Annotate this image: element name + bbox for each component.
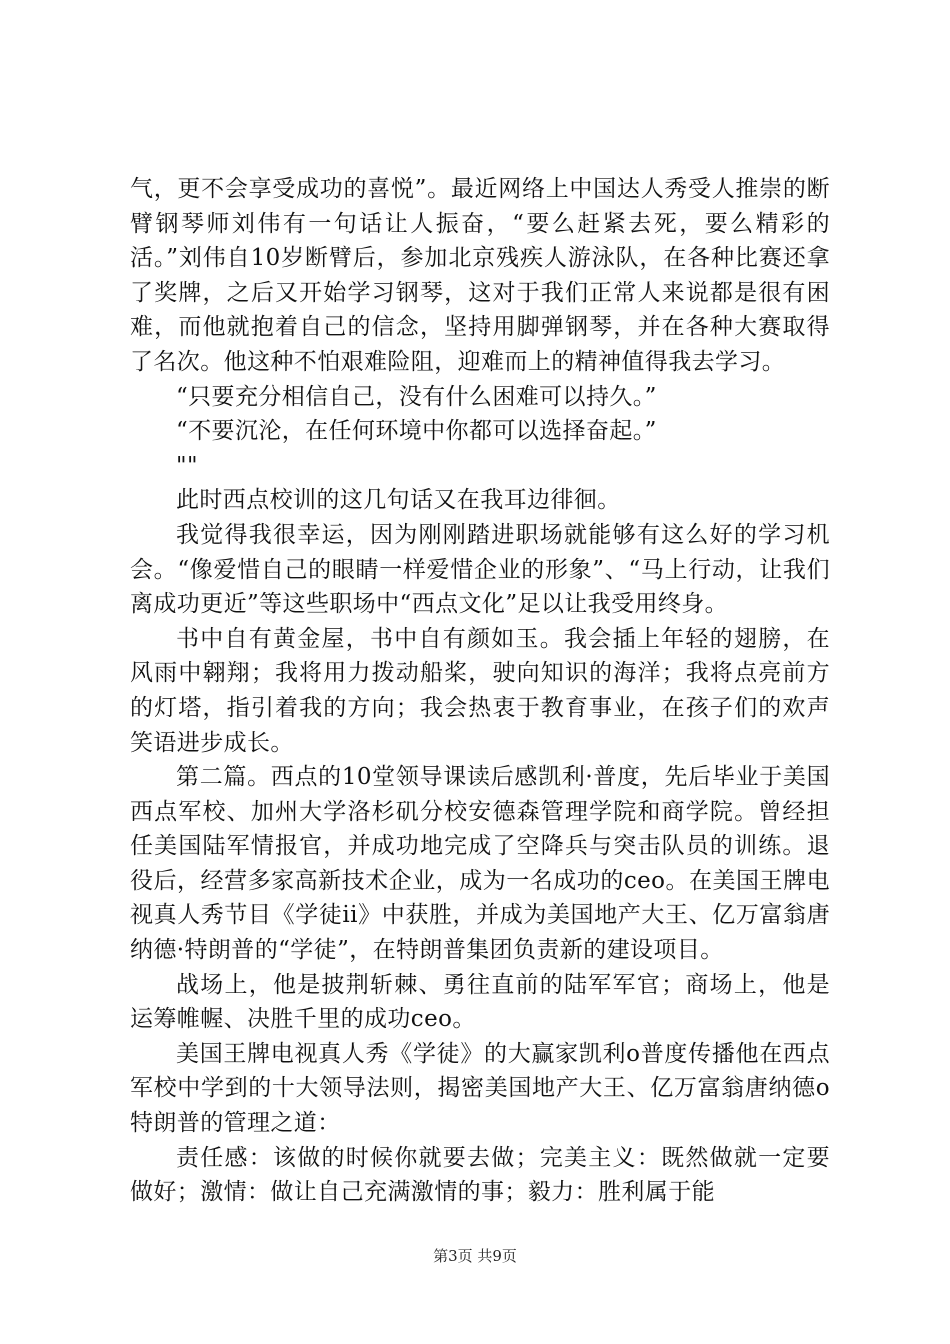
paragraph-quote-believe: “只要充分相信自己，没有什么困难可以持久。” [176, 383, 657, 410]
paragraph-books: 书中自有黄金屋，书中自有颜如玉。我会插上年轻的翅膀，在风雨中翱翔；我将用力拨动船桨，驶向知识的海洋；我将点亮前方的灯塔，指引着我的方向；我会热衷于教育事业，在孩子们的欢声笑语进步成长。 [130, 625, 830, 756]
paragraph-apprentice: 美国王牌电视真人秀《学徒》的大赢家凯利o普度传播他在西点军校中学到的十大领导法则，揭密美国地产大王、亿万富翁唐纳德o特朗普的管理之道： [130, 1040, 830, 1137]
paragraph-second-article: 第二篇。西点的10堂领导课读后感凯利·普度，先后毕业于美国西点军校、加州大学洛杉矶分校安德森管理学院和商学院。曾经担任美国陆军情报官，并成功地完成了空降兵与突击队员的训练。退役后，经营多家高新技术企业，成为一名成功的ceo。在美国王牌电视真人秀节目《学徒ii》中获胜，并成为美国地产大王、亿万富翁唐纳德·特朗普的“学徒”，在特朗普集团负责新的建设项目。 [130, 764, 830, 964]
paragraph-motto: 此时西点校训的这几句话又在我耳边徘徊。 [176, 487, 621, 514]
paragraph-quote-rise: “不要沉沦，在任何环境中你都可以选择奋起。” [176, 418, 657, 445]
paragraph-empty-quotes: "" [176, 452, 198, 479]
document-body [130, 172, 830, 1210]
paragraph-battlefield: 战场上，他是披荆斩棘、勇往直前的陆军军官；商场上，他是运筹帷幄、决胜千里的成功ceo。 [130, 971, 830, 1033]
paragraph-responsibility: 责任感：该做的时候你就要去做；完美主义：既然做就一定要做好；激情：做让自己充满激情的事；毅力：胜利属于能 [130, 1144, 830, 1206]
paragraph-lucky: 我觉得我很幸运，因为刚刚踏进职场就能够有这么好的学习机会。“像爱惜自己的眼睛一样爱惜企业的形象”、“马上行动，让我们离成功更近”等这些职场中“西点文化”足以让我受用终身。 [130, 521, 830, 618]
paragraph-liu-wei: 气，更不会享受成功的喜悦”。最近网络上中国达人秀受人推崇的断臂钢琴师刘伟有一句话让人振奋，“要么赶紧去死，要么精彩的活。”刘伟自10岁断臂后，参加北京残疾人游泳队，在各种比赛还拿了奖牌，之后又开始学习钢琴，这对于我们正常人来说都是很有困难，而他就抱着自己的信念，坚持用脚弹钢琴，并在各种大赛取得了名次。他这种不怕艰难险阻，迎难而上的精神值得我去学习。 [130, 176, 830, 375]
page-footer: 第3页 共9页 [433, 1247, 517, 1265]
